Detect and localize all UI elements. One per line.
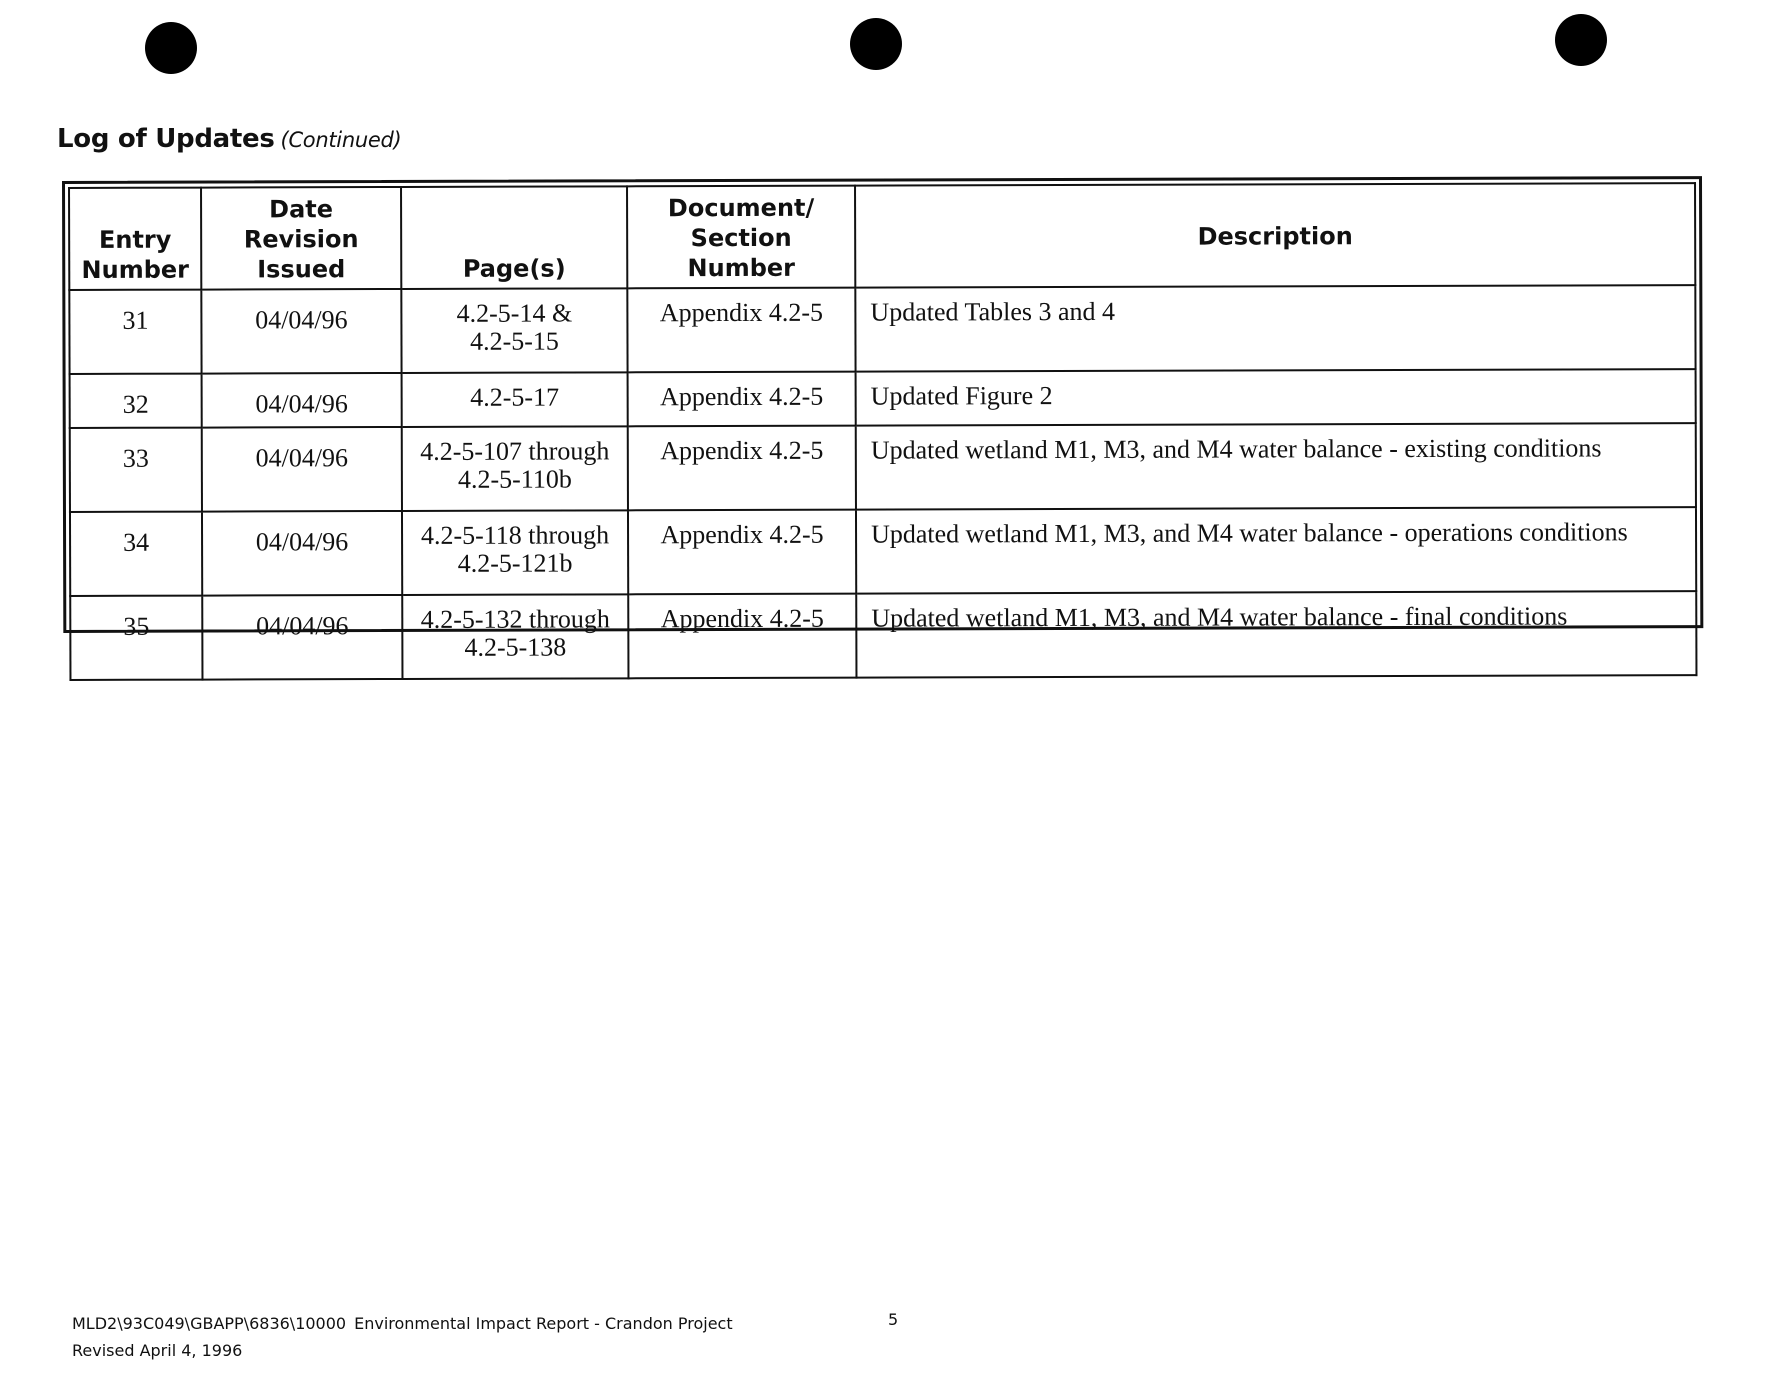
page-title [57,124,401,154]
pages-line1: 4.2-5-132 through [420,604,610,634]
header-section-line2: Section Number [687,223,796,283]
log-table-frame [62,176,1703,662]
entry-number-cell: 34 [70,512,202,596]
log-of-updates-table [68,182,1697,681]
description-cell: Updated wetland M1, M3, and M4 water balance - existing conditions [856,423,1696,509]
section-cell: Appendix 4.2-5 [627,288,855,373]
date-cell: 04/04/96 [202,511,402,596]
entry-number-cell: 35 [70,596,202,680]
punch-hole-left [145,22,197,74]
pages-line1: 4.2-5-14 & [456,298,573,328]
footer-revised-date: Revised April 4, 1996 [72,1341,243,1360]
header-entry-line1: Entry [98,225,172,254]
footer-report-title: Environmental Impact Report - Crandon Project [354,1314,733,1333]
entry-number-cell: 32 [70,374,202,428]
header-section-line1: Document/ [667,193,815,223]
header-date-line2: Issued [257,255,346,284]
section-cell: Appendix 4.2-5 [628,510,856,595]
pages-cell [402,372,628,427]
pages-line2: 4.2-5-121b [457,548,573,578]
pages-line2: 4.2-5-15 [470,326,559,356]
pages-line1: 4.2-5-17 [470,382,560,412]
table-row [70,591,1696,680]
date-cell: 04/04/96 [202,427,402,512]
table-row [70,423,1696,512]
entry-number-cell: 31 [69,290,201,374]
pages-line1: 4.2-5-118 through [420,520,610,550]
date-cell: 04/04/96 [202,373,402,428]
table-header-row [69,183,1695,290]
pages-cell [401,288,627,373]
punch-hole-right [1555,14,1607,66]
pages-cell [402,594,628,679]
column-header-description: Description [855,183,1695,287]
entry-number-cell: 33 [70,428,202,512]
column-header-pages: Page(s) [401,186,627,289]
column-header-section [627,186,855,289]
date-cell: 04/04/96 [201,289,401,374]
page-number: 5 [888,1310,899,1329]
description-cell: Updated wetland M1, M3, and M4 water balance - operations conditions [856,507,1696,593]
table-row [70,369,1696,428]
header-entry-line2: Number [81,255,190,284]
footer-line1 [72,1310,741,1337]
continued-label: (Continued) [280,128,402,152]
pages-line2: 4.2-5-110b [457,464,572,494]
description-cell: Updated Figure 2 [856,369,1696,425]
table-row [70,507,1696,596]
footer-doc-id: MLD2\93C049\GBAPP\6836\10000 [72,1314,347,1333]
header-date-line1: Date Revision [243,195,359,254]
section-cell: Appendix 4.2-5 [628,372,856,427]
section-cell: Appendix 4.2-5 [628,426,856,511]
section-cell: Appendix 4.2-5 [628,594,856,679]
table-row [69,285,1695,374]
description-cell: Updated wetland M1, M3, and M4 water balance - final conditions [856,591,1696,677]
description-cell: Updated Tables 3 and 4 [855,285,1695,371]
column-header-date [201,187,401,290]
punch-hole-center [850,18,902,70]
pages-line2: 4.2-5-138 [464,632,567,662]
pages-cell [402,426,628,511]
column-header-entry [69,188,201,290]
page-title-text: Log of Updates [57,124,275,154]
pages-line1: 4.2-5-107 through [420,436,610,466]
footer [72,1310,741,1364]
date-cell: 04/04/96 [202,595,402,680]
pages-cell [402,510,628,595]
